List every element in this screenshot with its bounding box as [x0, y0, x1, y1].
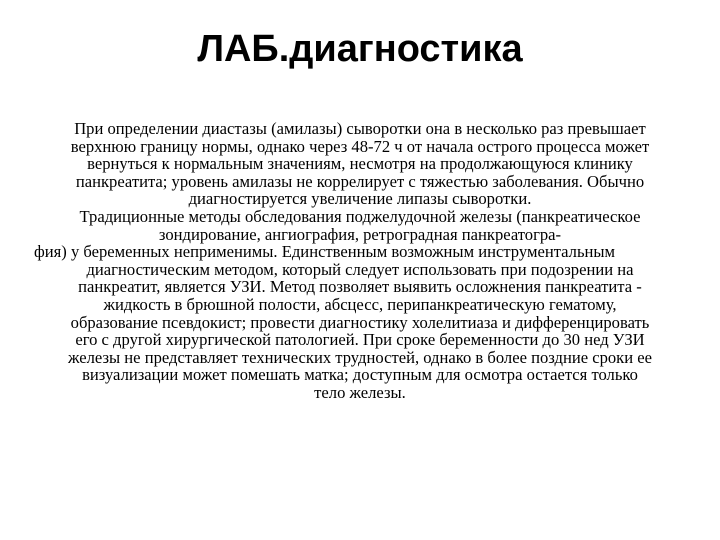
slide-title: ЛАБ.диагностика: [197, 28, 523, 70]
body-line: панкреатит, является УЗИ. Метод позволяет выявить осложнения панкреатита -: [78, 277, 642, 297]
body-line: Традиционные методы обследования поджелудочной железы (панкреатическое: [79, 206, 641, 226]
body-line: верхнюю границу нормы, однако через 48-72 ч от начала острого процесса может: [70, 136, 650, 156]
body-line: визуализации может помешать матка; доступным для осмотра остается только: [82, 365, 638, 385]
body-line: железы не представляет технических трудностей, однако в более поздние сроки ее: [67, 347, 653, 367]
slide-body-text: [34, 120, 686, 402]
body-line: жидкость в брюшной полости, абсцесс, перипанкреатическую гематому,: [103, 294, 617, 314]
body-line: фия) у беременных неприменимы. Единственным возможным инструментальным: [34, 242, 616, 262]
body-line: зондирование, ангиография, ретроградная панкреатогра-: [158, 224, 562, 244]
body-line: диагностируется увеличение липазы сыворотки.: [188, 189, 532, 209]
body-line: тело железы.: [314, 382, 406, 402]
body-line: панкреатита; уровень амилазы не коррелирует с тяжестью заболевания. Обычно: [75, 171, 645, 191]
body-line: При определении диастазы (амилазы) сыворотки она в несколько раз превышает: [74, 119, 646, 138]
body-line: вернуться к нормальным значениям, несмотря на продолжающуюся клинику: [87, 154, 633, 174]
body-line: образование псевдокист; провести диагностику холелитиаза и дифференцировать: [70, 312, 650, 332]
body-line: его с другой хирургической патологией. При сроке беременности до 30 нед УЗИ: [75, 330, 645, 350]
body-line: диагностическим методом, который следует использовать при подозрении на: [86, 259, 634, 279]
